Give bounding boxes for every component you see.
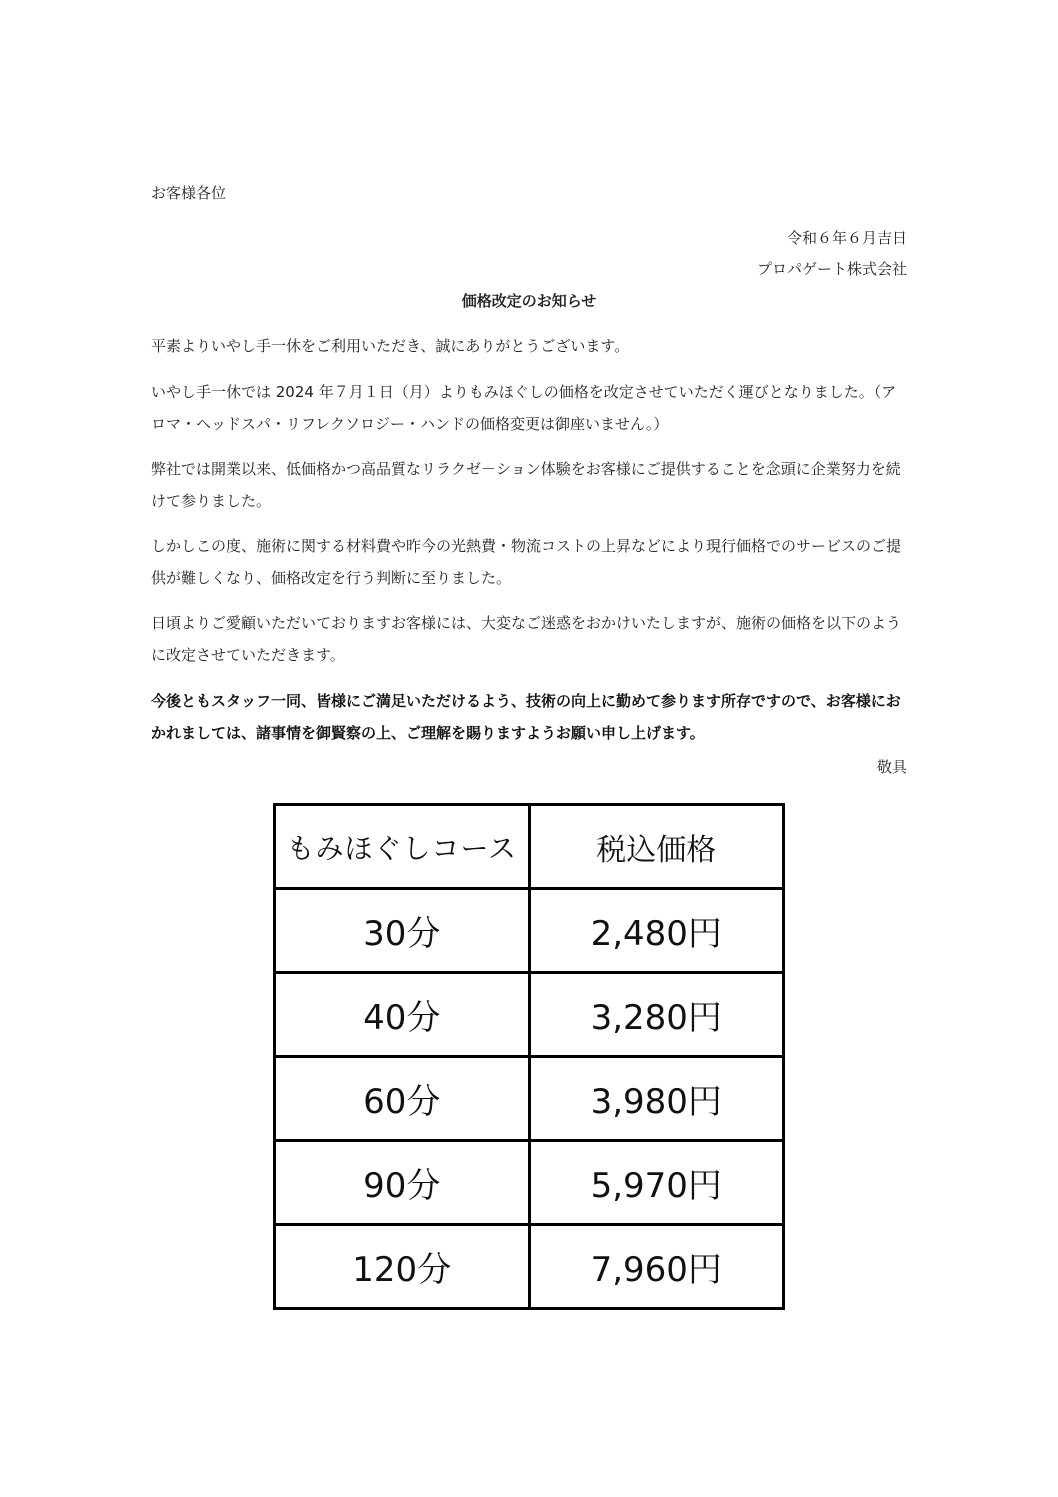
issue-date: 令和６年６月吉日: [786, 229, 907, 247]
price-table: [273, 803, 785, 1310]
paragraph-announcement: いやし手一休では 2024 年７月１日（月）よりもみほぐしの価格を改定させていただく運びとなりました。（アロマ・ヘッドスパ・リフレクソロジー・ハンドの価格変更は御座いません。）: [151, 383, 897, 433]
price-header: 税込価格: [529, 805, 784, 889]
paragraph-greeting: 平素よりいやし手一休をご利用いただき、誠にありがとうございます。: [151, 337, 630, 355]
table-row: [275, 973, 784, 1057]
paragraph-history: 弊社では開業以来、低価格かつ高品質なリラクゼ－ション体験をお客様にご提供することを念頭に企業努力を続けて参りました。: [151, 460, 901, 510]
table-row: [275, 889, 784, 973]
paragraph-request: 今後ともスタッフ一同、皆様にご満足いただけるよう、技術の向上に勤めて参ります所存ですので、お客様におかれましては、諸事情を御賢察の上、ご理解を賜りますようお願い申し上げます。: [151, 692, 901, 742]
course-header: もみほぐしコース: [275, 805, 530, 889]
table-row: [275, 1225, 784, 1309]
table-row: [275, 1141, 784, 1225]
notice-title: 価格改定のお知らせ: [461, 292, 597, 310]
course-price: 5,970円: [529, 1141, 784, 1225]
price-table-header-row: [275, 805, 784, 889]
paragraph-reason: しかしこの度、施術に関する材料費や昨今の光熱費・物流コストの上昇などにより現行価格でのサービスのご提供が難しくなり、価格改定を行う判断に至りました。: [151, 537, 902, 587]
company-name: プロパゲート株式会社: [756, 260, 907, 278]
course-duration: 40分: [275, 973, 530, 1057]
paragraph-revision: 日頃よりご愛顧いただいておりますお客様には、大変なご迷惑をおかけいたしますが、施術の価格を以下のように改定させていただきます。: [151, 614, 902, 664]
course-price: 2,480円: [529, 889, 784, 973]
course-duration: 90分: [275, 1141, 530, 1225]
closing-word: 敬具: [876, 758, 907, 776]
course-duration: 60分: [275, 1057, 530, 1141]
course-price: 7,960円: [529, 1225, 784, 1309]
course-duration: 30分: [275, 889, 530, 973]
table-row: [275, 1057, 784, 1141]
course-price: 3,980円: [529, 1057, 784, 1141]
course-price: 3,280円: [529, 973, 784, 1057]
salutation: お客様各位: [151, 184, 227, 202]
course-duration: 120分: [275, 1225, 530, 1309]
